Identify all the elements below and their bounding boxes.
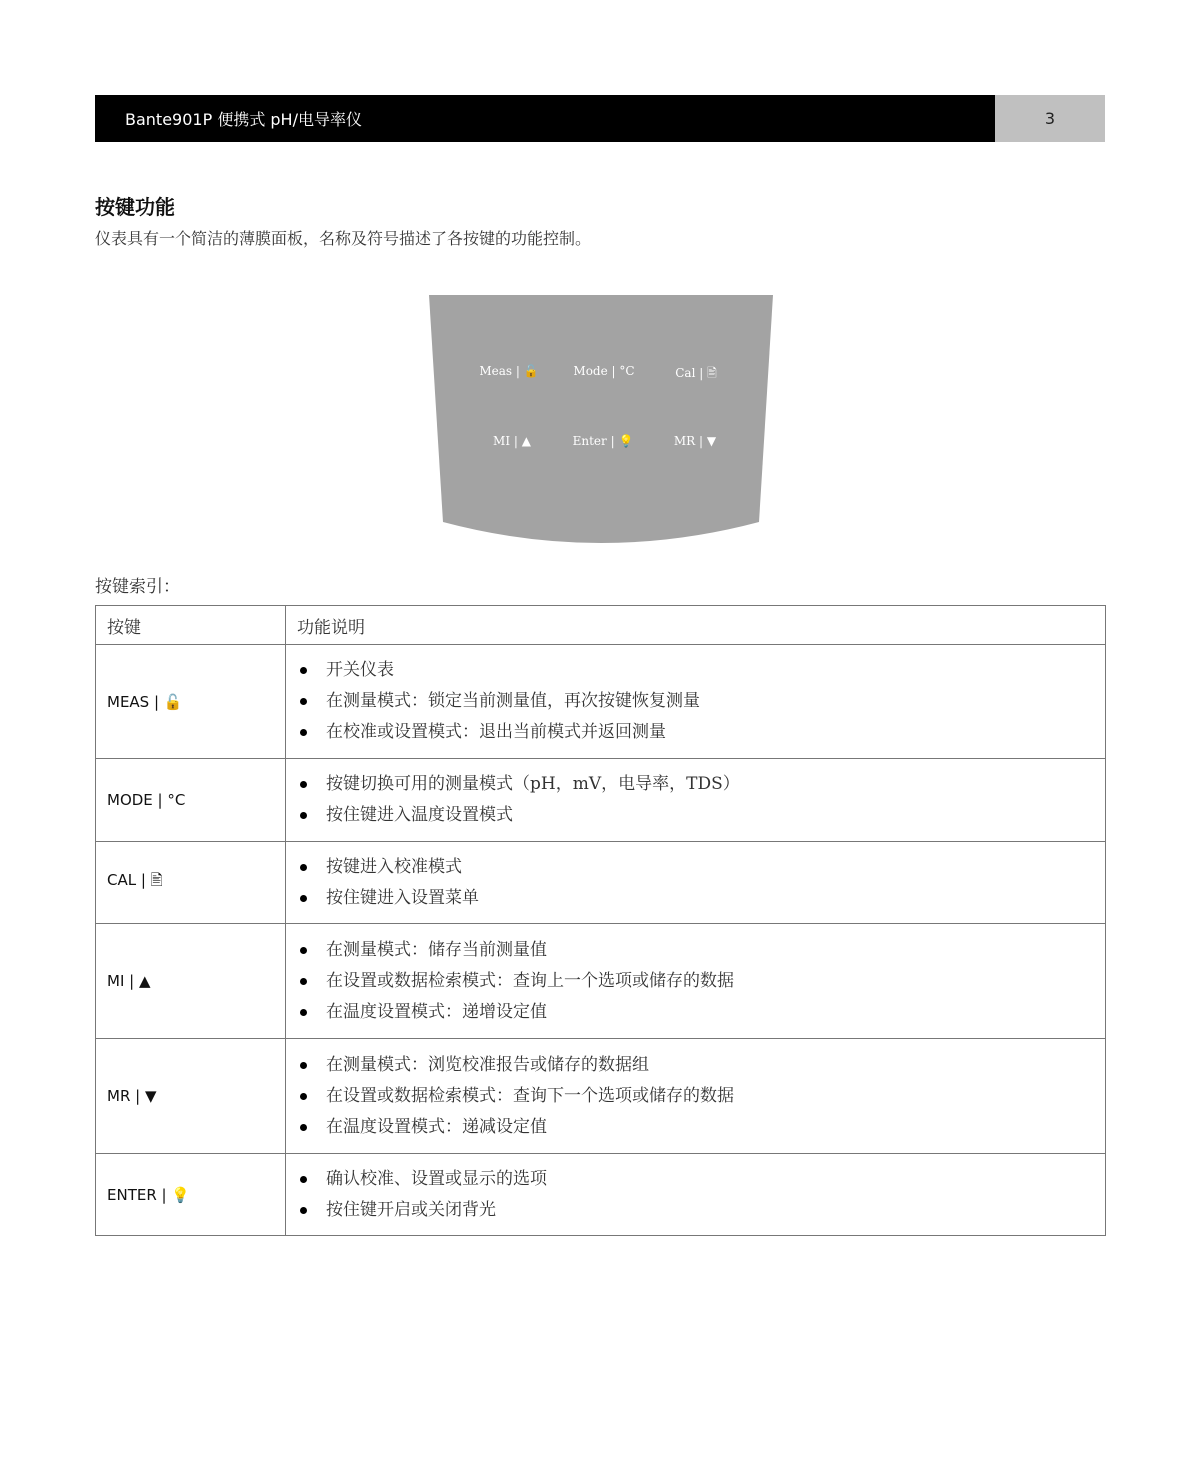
list-item: 在温度设置模式：递减设定值 xyxy=(298,1112,1105,1143)
section-title: 按键功能 xyxy=(95,195,175,219)
panel-key-mr: MR | ▼ xyxy=(673,434,717,448)
panel-key-cal: Cal | 🖹 xyxy=(675,366,717,380)
table-row xyxy=(96,645,1106,759)
header-key: 按键 xyxy=(96,606,286,645)
function-description xyxy=(286,924,1106,1039)
page-number xyxy=(995,95,1105,142)
key-name: CAL | 🖹 xyxy=(96,842,286,924)
section-intro: 仪表具有一个简洁的薄膜面板，名称及符号描述了各按键的功能控制。 xyxy=(95,229,592,248)
list-item: 按住键开启或关闭背光 xyxy=(298,1195,1105,1226)
list-item: 按住键进入温度设置模式 xyxy=(298,800,1105,831)
table-row xyxy=(96,759,1106,842)
page-number-text: 3 xyxy=(1044,109,1056,128)
list-item: 确认校准、设置或显示的选项 xyxy=(298,1164,1105,1195)
list-item: 按住键进入设置菜单 xyxy=(298,883,1105,914)
list-item: 开关仪表 xyxy=(298,655,1105,686)
header-function: 功能说明 xyxy=(286,606,1106,645)
table-header-row xyxy=(96,606,1106,645)
key-index-label: 按键索引： xyxy=(95,577,180,597)
key-name: ENTER | 💡 xyxy=(96,1154,286,1236)
key-function-table xyxy=(95,605,1106,1236)
panel-key-enter: Enter | 💡 xyxy=(572,434,634,448)
list-item: 在测量模式：锁定当前测量值，再次按键恢复测量 xyxy=(298,686,1105,717)
header-bar xyxy=(95,95,995,142)
list-item: 在校准或设置模式：退出当前模式并返回测量 xyxy=(298,717,1105,748)
table-row xyxy=(96,1154,1106,1236)
keypad-panel-shape xyxy=(428,294,774,546)
table-row xyxy=(96,924,1106,1039)
list-item: 在温度设置模式：递增设定值 xyxy=(298,997,1105,1028)
list-item: 在测量模式：储存当前测量值 xyxy=(298,935,1105,966)
key-name: MI | ▲ xyxy=(96,924,286,1039)
function-description xyxy=(286,645,1106,759)
keypad-panel-illustration xyxy=(428,294,774,546)
list-item: 按键切换可用的测量模式（pH，mV，电导率，TDS） xyxy=(298,769,1105,800)
list-item: 在测量模式：浏览校准报告或储存的数据组 xyxy=(298,1050,1105,1081)
panel-key-mode: Mode | °C xyxy=(573,364,635,378)
key-name: MODE | °C xyxy=(96,759,286,842)
key-name: MR | ▼ xyxy=(96,1039,286,1154)
function-description xyxy=(286,1154,1106,1236)
list-item: 在设置或数据检索模式：查询下一个选项或储存的数据 xyxy=(298,1081,1105,1112)
function-description xyxy=(286,842,1106,924)
panel-key-mi: MI | ▲ xyxy=(493,434,531,448)
function-description xyxy=(286,759,1106,842)
key-name: MEAS | 🔓 xyxy=(96,645,286,759)
function-description xyxy=(286,1039,1106,1154)
table-row xyxy=(96,842,1106,924)
list-item: 在设置或数据检索模式：查询上一个选项或储存的数据 xyxy=(298,966,1105,997)
panel-key-meas: Meas | 🔓 xyxy=(479,364,539,378)
list-item: 按键进入校准模式 xyxy=(298,852,1105,883)
document-title: Bante901P 便携式 pH/电导率仪 xyxy=(125,110,362,129)
table-row xyxy=(96,1039,1106,1154)
